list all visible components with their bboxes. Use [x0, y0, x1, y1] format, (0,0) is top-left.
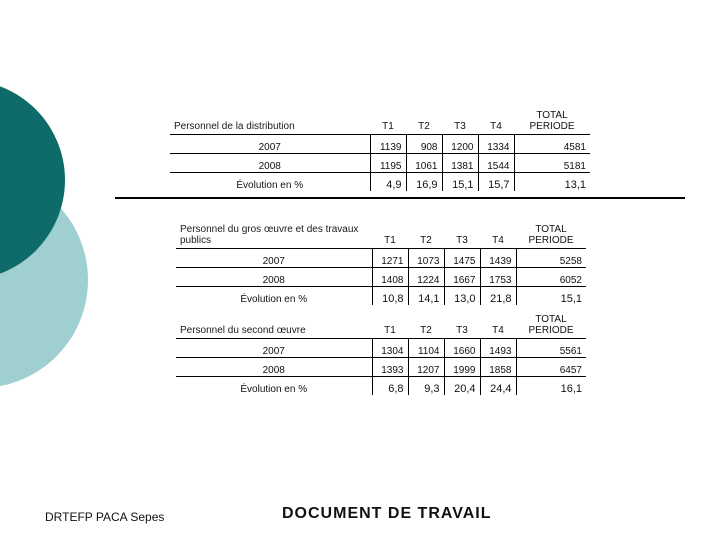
- table-row: [176, 268, 586, 287]
- table-row: [170, 135, 590, 154]
- footer-document-label: DOCUMENT DE TRAVAIL: [282, 505, 492, 522]
- cell-total: 4581: [514, 135, 590, 154]
- cell-value: 13,0: [444, 287, 480, 306]
- cell-total: 13,1: [514, 173, 590, 192]
- cell-value: 1667: [444, 268, 480, 287]
- table-row: [170, 173, 590, 192]
- cell-total: 5181: [514, 154, 590, 173]
- row-label: 2007: [176, 249, 372, 268]
- cell-value: 15,7: [478, 173, 514, 192]
- footer-source: DRTEFP PACA Sepes: [45, 510, 165, 524]
- table-row: [176, 339, 586, 358]
- table-row: [170, 154, 590, 173]
- cell-value: 1271: [372, 249, 408, 268]
- cell-total: 16,1: [516, 377, 586, 396]
- cell-value: 14,1: [408, 287, 444, 306]
- col-header-t1: T1: [372, 222, 408, 249]
- cell-value: 15,1: [442, 173, 478, 192]
- cell-value: 1381: [442, 154, 478, 173]
- cell-value: 1408: [372, 268, 408, 287]
- cell-value: 1858: [480, 358, 516, 377]
- cell-value: 1439: [480, 249, 516, 268]
- cell-value: 24,4: [480, 377, 516, 396]
- row-label: 2008: [170, 154, 370, 173]
- table-row: [176, 287, 586, 306]
- cell-value: 1493: [480, 339, 516, 358]
- col-header-t2: T2: [408, 312, 444, 339]
- cell-value: 21,8: [480, 287, 516, 306]
- row-label: 2007: [170, 135, 370, 154]
- cell-value: 1073: [408, 249, 444, 268]
- decorative-circles: [0, 0, 120, 540]
- col-header-t3: T3: [444, 312, 480, 339]
- table-distribution: [170, 108, 590, 191]
- cell-value: 1475: [444, 249, 480, 268]
- table-gros-oeuvre: [176, 222, 586, 305]
- cell-value: 9,3: [408, 377, 444, 396]
- cell-value: 1224: [408, 268, 444, 287]
- row-label: Évolution en %: [240, 294, 308, 305]
- row-label: Évolution en %: [236, 180, 304, 191]
- cell-value: 1195: [370, 154, 406, 173]
- table-row: [176, 377, 586, 396]
- col-header-t4: T4: [478, 108, 514, 135]
- cell-value: 1393: [372, 358, 408, 377]
- cell-value: 4,9: [370, 173, 406, 192]
- table-title: Personnel de la distribution: [170, 108, 370, 135]
- cell-value: 908: [406, 135, 442, 154]
- col-header-t3: T3: [442, 108, 478, 135]
- cell-total: 5561: [516, 339, 586, 358]
- cell-value: 1061: [406, 154, 442, 173]
- cell-value: 16,9: [406, 173, 442, 192]
- row-label: 2008: [176, 358, 372, 377]
- cell-value: 1999: [444, 358, 480, 377]
- cell-total: 15,1: [516, 287, 586, 306]
- cell-value: 10,8: [372, 287, 408, 306]
- col-header-total: TOTAL PERIODE: [514, 108, 590, 135]
- cell-value: 1139: [370, 135, 406, 154]
- cell-total: 6457: [516, 358, 586, 377]
- table-title: Personnel du second œuvre: [176, 312, 372, 339]
- col-header-t3: T3: [444, 222, 480, 249]
- cell-value: 1660: [444, 339, 480, 358]
- section-divider: [115, 197, 685, 199]
- row-label: 2007: [176, 339, 372, 358]
- cell-total: 6052: [516, 268, 586, 287]
- cell-total: 5258: [516, 249, 586, 268]
- table-second-oeuvre: [176, 312, 586, 395]
- col-header-t1: T1: [372, 312, 408, 339]
- table-title: Personnel du gros œuvre et des travaux publics: [176, 222, 372, 249]
- table-row: [176, 249, 586, 268]
- cell-value: 1544: [478, 154, 514, 173]
- row-label: Évolution en %: [240, 384, 308, 395]
- row-label: 2008: [176, 268, 372, 287]
- col-header-t2: T2: [408, 222, 444, 249]
- col-header-t4: T4: [480, 312, 516, 339]
- table-row: [176, 358, 586, 377]
- cell-value: 1304: [372, 339, 408, 358]
- cell-value: 1753: [480, 268, 516, 287]
- col-header-t2: T2: [406, 108, 442, 135]
- cell-value: 6,8: [372, 377, 408, 396]
- col-header-t4: T4: [480, 222, 516, 249]
- col-header-total: TOTAL PERIODE: [516, 222, 586, 249]
- cell-value: 1104: [408, 339, 444, 358]
- cell-value: 1334: [478, 135, 514, 154]
- col-header-total: TOTAL PERIODE: [516, 312, 586, 339]
- cell-value: 20,4: [444, 377, 480, 396]
- col-header-t1: T1: [370, 108, 406, 135]
- cell-value: 1200: [442, 135, 478, 154]
- cell-value: 1207: [408, 358, 444, 377]
